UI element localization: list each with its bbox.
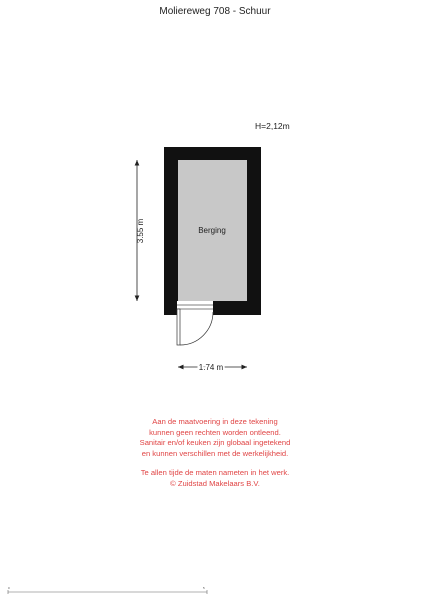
disclaimer-line: Te allen tijde de maten nameten in het werk. — [140, 468, 290, 478]
scale-bar-left-label: 0 — [8, 586, 10, 590]
disclaimer-line: Sanitair en/of keuken zijn globaal ingetekend — [139, 438, 291, 448]
width-dimension-label: 1.74 m — [198, 363, 224, 372]
height-dimension-label: 3.55 m — [136, 218, 145, 244]
page-title: Moliereweg 708 - Schuur — [159, 6, 271, 17]
door-leaf — [177, 309, 180, 345]
door-opening — [177, 301, 213, 315]
ceiling-height-label: H=2,12m — [255, 121, 290, 131]
room-label: Berging — [198, 226, 226, 235]
disclaimer-line: Aan de maatvoering in deze tekening — [152, 417, 278, 426]
copyright-line: © Zuidstad Makelaars B.V. — [170, 478, 260, 488]
disclaimer — [0, 417, 430, 490]
disclaimer-line: en kunnen verschillen met de werkelijkheid. — [141, 448, 289, 458]
disclaimer-spacer — [0, 459, 430, 468]
scale-bar-right-label: 5 — [203, 586, 205, 590]
disclaimer-line: kunnen geen rechten worden ontleend. — [149, 427, 281, 437]
door-swing-arc — [180, 312, 213, 345]
